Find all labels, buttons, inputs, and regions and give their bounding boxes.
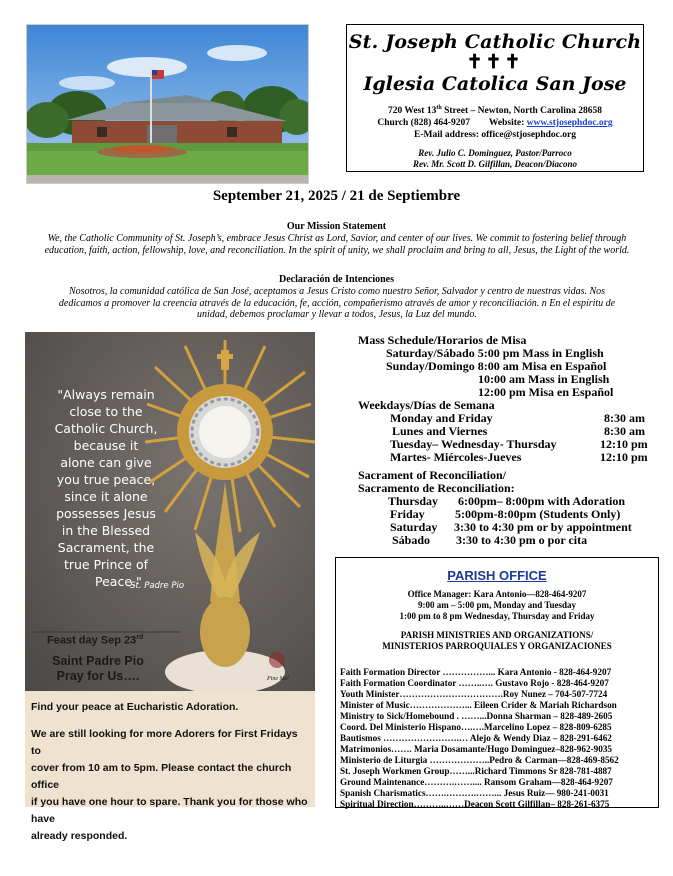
list-item: Spiritual Direction………..……Deacon Scott Gilfillan– 828-261-6375 — [340, 799, 610, 809]
church-phone-website — [347, 117, 643, 129]
adoration-image — [25, 332, 315, 691]
list-item: Faith Formation Coordinator ……..…. Gustavo Rojo - 828-464-9207 — [340, 678, 609, 688]
list-item: Spanish Charismatics…….……….……... Jesus Ruiz— 980-241-0031 — [340, 788, 609, 798]
saint-name: Saint Padre Pio Pray for Us…. — [52, 654, 144, 683]
weekday-3: Tuesday– Wednesday- Thursday — [390, 437, 557, 451]
list-item: Youth Minister…………………………….Roy Nunez – 704-507-7724 — [340, 689, 608, 699]
weekdays-title: Weekdays/Días de Semana — [358, 398, 495, 412]
list-item: Ground Maintenance……….…….... Ransom Graham—828-464-9207 — [340, 777, 613, 787]
church-photo — [26, 24, 309, 184]
mass-title: Mass Schedule/Horarios de Misa — [358, 333, 527, 347]
list-item: Coord. Del Ministerio Hispano….….Marcelino Lopez – 828-809-6285 — [340, 722, 612, 732]
recon-day-3: Saturday — [390, 520, 438, 534]
quote-attribution: -St. Padre Pio — [127, 581, 185, 591]
mass-schedule — [358, 334, 658, 547]
reconciliation-title-es: Sacramento de Reconciliation: — [358, 481, 515, 495]
recon-time-3: 3:30 to 4:30 pm or by appointment — [454, 520, 632, 534]
caption-line-2: We are still looking for more Adorers for First Fridays to — [31, 728, 298, 757]
caption-line-5: already responded. — [31, 830, 128, 842]
caption-line-3: cover from 10 am to 5pm. Please contact the church office — [31, 762, 292, 791]
recon-day-1: Thursday — [388, 494, 439, 508]
list-item: Ministry to Sick/Homebound . ……...Donna Sharman – 828-489-2605 — [340, 711, 613, 721]
church-address: 720 West 13th Street – Newton, North Carolina 28658 — [387, 105, 603, 117]
mission-title: Our Mission Statement — [286, 221, 387, 232]
ministries-title-es: MINISTERIOS PARROQUIALES Y ORGANIZACIONES — [382, 641, 612, 651]
reconciliation-title: Sacrament of Reconciliation/ — [358, 468, 506, 482]
ministries-list — [340, 667, 658, 810]
mission-text: We, the Catholic Community of St. Joseph’s, embrace Jesus Christ as Lord, Savior, and center of our lives. We commit to fostering belief through education, faith, action, fellowship, love, and reconciliation. In the spirit of unity, we shall proclaim and bring to all, Jesus, the Light of the world. — [44, 233, 630, 256]
mass-sunday-2: 10:00 am Mass in English — [478, 372, 610, 386]
parish-office-box — [335, 557, 659, 808]
weekday-1: Monday and Friday — [390, 411, 493, 425]
list-item: Ministerio de Liturgia ………………..Pedro & Carman—828-469-8562 — [340, 755, 619, 765]
caption-line-4: if you have one hour to spare. Thank you for those who have — [31, 796, 308, 825]
church-phone: Church (828) 464-9207 — [377, 118, 471, 129]
list-item: Faith Formation Director ……………... Kara Antonio - 828-464-9207 — [340, 667, 612, 677]
office-hours-1: 9:00 am – 5:00 pm, Monday and Tuesday — [417, 600, 577, 610]
church-info-box — [346, 24, 644, 172]
parish-office-title: PARISH OFFICE — [447, 568, 547, 583]
list-item: Matrimonios……. Maria Dosamante/Hugo Dominguez–828-962-9035 — [340, 744, 613, 754]
ministries-title: PARISH MINISTRIES AND ORGANIZATIONS/ — [400, 630, 594, 640]
recon-day-2: Friday — [390, 507, 425, 521]
recon-time-1: 6:00pm– 8:00pm with Adoration — [458, 494, 626, 508]
caption-line-1: Find your peace at Eucharistic Adoration. — [31, 701, 239, 713]
mission-text-spanish: Nosotros, la comunidad católica de San José, aceptamos a Jesus Cristo como nuestro Señor, Salvador y centro de nuestras vidas. Nos dedicamos a promover la creencia através de la educación, fe, acción, compañerismo através de amor y reconciliación. n En el espíritu de unidad, debemos proclamar y llevar a todos, Jesus, la Luz del mundo. — [58, 286, 616, 320]
office-hours-2: 1:00 pm to 8 pm Wednesday, Thursday and Friday — [399, 611, 595, 621]
crosses-icon: ✝✝✝ — [466, 52, 524, 73]
weekday-3-time: 12:10 pm — [600, 437, 648, 451]
website-link[interactable]: www.stjosephdoc.org — [526, 118, 613, 129]
artist-signature: Pine Mel — [267, 676, 289, 682]
weekday-4-time: 12:10 pm — [600, 450, 648, 464]
weekday-1-time: 8:30 am — [604, 411, 645, 425]
recon-day-4: Sábado — [392, 533, 431, 547]
feast-day: Feast day Sep 23rd — [47, 634, 144, 647]
church-email: E-Mail address: office@stjosephdoc.org — [414, 130, 576, 141]
church-name-spanish: Iglesia Catolica San Jose — [363, 73, 627, 95]
weekday-4: Martes- Miércoles-Jueves — [390, 450, 522, 464]
pastor: Rev. Julio C. Dominguez, Pastor/Parroco — [418, 148, 572, 159]
adoration-caption — [25, 691, 315, 842]
weekday-2: Lunes and Viernes — [392, 424, 488, 438]
deacon: Rev. Mr. Scott D. Gilfillan, Deacon/Diacono — [413, 159, 577, 170]
list-item: Minister of Music………………... Eileen Crider & Mariah Richardson — [340, 700, 617, 710]
mission-title-spanish: Declaración de Intenciones — [279, 274, 394, 285]
list-item: St. Joseph Workmen Group……...Richard Timmons Sr 828-781-4887 — [340, 766, 612, 776]
recon-time-2: 5:00pm-8:00pm (Students Only) — [455, 507, 621, 521]
mass-sunday: Sunday/Domingo 8:00 am Misa en Español — [386, 359, 607, 373]
recon-time-4: 3:30 to 4:30 pm o por cita — [456, 533, 588, 547]
bulletin-date: September 21, 2025 / 21 de Septiembre — [212, 188, 461, 204]
mass-saturday: Saturday/Sábado 5:00 pm Mass in English — [386, 346, 604, 360]
website-label: Website: — [488, 118, 525, 129]
church-name-english: St. Joseph Catholic Church — [348, 31, 642, 53]
office-manager: Office Manager: Kara Antonio—828-464-9207 — [407, 589, 587, 599]
list-item: Bautismos …………………….… Alejo & Wendy Diaz – 828-291-6462 — [340, 733, 612, 743]
weekday-2-time: 8:30 am — [604, 424, 645, 438]
quote-last-line: Peace." — [95, 574, 142, 589]
padre-pio-quote: "Always remain close to the Catholic Church, because it alone can give you true peace, since it alone possesses Jesus in the Blessed Sacrament, the true Prince of — [54, 387, 158, 572]
mass-sunday-3: 12:00 pm Misa en Español — [478, 385, 614, 399]
